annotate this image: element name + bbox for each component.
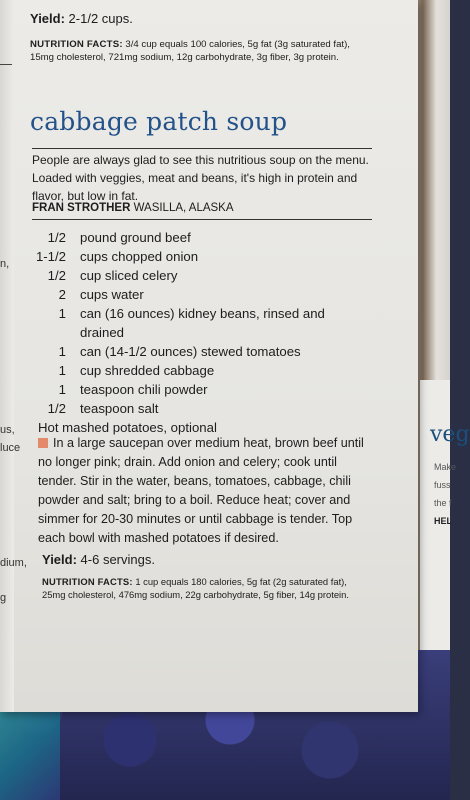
ingredient-qty: 1/2 <box>47 230 66 245</box>
ingredient-text: Hot mashed potatoes, optional <box>38 420 217 435</box>
recipe-directions <box>38 434 368 548</box>
left-column-fragment: us, <box>0 424 15 436</box>
yield-value: 4-6 servings. <box>80 552 155 567</box>
facing-page-line: Make <box>434 462 457 472</box>
byline-rule <box>32 219 372 220</box>
previous-nutrition-facts <box>30 38 365 64</box>
ingredient-text: can (14-1/2 ounces) stewed tomatoes <box>80 344 301 359</box>
left-column-fragment: dium, <box>0 557 27 569</box>
ingredient-text: cup sliced celery <box>80 268 178 283</box>
ingredient-text: cups chopped onion <box>80 249 199 264</box>
page-gutter <box>0 0 14 712</box>
ingredient-row <box>30 399 370 418</box>
facing-page-title: veg <box>430 422 470 447</box>
ingredient-row <box>30 380 370 399</box>
facing-page <box>420 380 470 650</box>
ingredient-qty: 2 <box>58 287 66 302</box>
fragment-rule <box>0 64 12 65</box>
square-bullet-icon <box>38 438 48 448</box>
facing-page-line: the f <box>434 498 452 508</box>
ingredient-qty: 1-1/2 <box>35 249 66 264</box>
ingredient-qty: 1 <box>58 306 66 321</box>
yield-label: Yield: <box>30 11 65 26</box>
ingredient-row <box>30 361 370 380</box>
ingredient-row <box>30 304 370 342</box>
ingredient-text: can (16 ounces) kidney beans, rinsed and drained <box>80 306 325 340</box>
ingredient-row <box>30 285 370 304</box>
ingredient-text: cups water <box>80 287 144 302</box>
nutrition-text: 3/4 cup equals 100 calories, 5g fat (3g saturated fat), 15mg cholesterol, 721mg sodium, 12g carbohydrate, 3g fiber, 3g protein. <box>30 39 350 63</box>
left-column-fragment: luce <box>0 442 21 454</box>
ingredient-qty: 1 <box>58 382 66 397</box>
recipe-yield <box>42 552 155 567</box>
ingredient-qty: 1 <box>58 363 66 378</box>
yield-value: 2-1/2 cups. <box>68 11 133 26</box>
ingredient-text: teaspoon salt <box>80 401 159 416</box>
facing-page-line: HEL <box>434 516 452 526</box>
yield-label: Yield: <box>42 552 77 567</box>
nutrition-text: 1 cup equals 180 calories, 5g fat (2g saturated fat), 25mg cholesterol, 476mg sodium, 22g carbohydrate, 5g fiber, 14g protein. <box>42 576 349 600</box>
ingredient-row <box>30 342 370 361</box>
ingredient-row <box>30 228 370 247</box>
ingredient-text: teaspoon chili powder <box>80 382 208 397</box>
author-name: FRAN STROTHER <box>32 202 131 214</box>
ingredient-text: pound ground beef <box>80 230 191 245</box>
recipe-intro: People are always glad to see this nutritious soup on the menu. Loaded with veggies, meat and beans, it's high in protein and flavor, but low in fat. <box>32 153 369 203</box>
left-column-fragment: g <box>0 592 7 604</box>
ingredient-list <box>30 228 370 437</box>
nutrition-label: NUTRITION FACTS: <box>42 576 133 587</box>
previous-recipe-yield <box>30 11 133 26</box>
ingredient-qty: 1/2 <box>47 268 66 283</box>
author-location: WASILLA, ALASKA <box>133 202 234 214</box>
left-column-fragment: n, <box>0 258 10 270</box>
recipe-title: cabbage patch soup <box>30 107 288 136</box>
title-rule <box>32 148 372 149</box>
nutrition-label: NUTRITION FACTS: <box>30 39 123 50</box>
ingredient-qty: 1/2 <box>47 401 66 416</box>
ingredient-qty: 1 <box>58 344 66 359</box>
ingredient-row <box>30 266 370 285</box>
ingredient-text: cup shredded cabbage <box>80 363 215 378</box>
directions-text: In a large saucepan over medium heat, brown beef until no longer pink; drain. Add onion and celery; cook until tender. Stir in the water, beans, tomatoes, cabbage, chili powder and salt; bring to a boil. Reduce heat; cover and simmer for 20-30 minutes or until cabbage is tender. Top each bowl with mashed potatoes if desired. <box>38 436 364 545</box>
recipe-nutrition-facts <box>42 576 372 601</box>
recipe-byline <box>32 202 234 214</box>
ingredient-row <box>30 247 370 266</box>
facing-page-line: fuss <box>434 480 451 490</box>
